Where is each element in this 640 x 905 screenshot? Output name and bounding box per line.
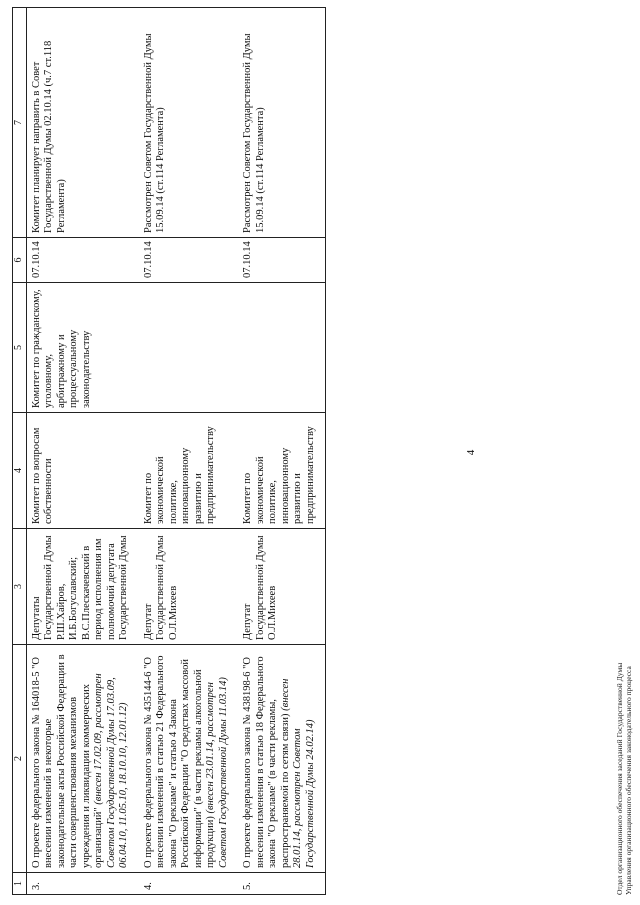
co-committee-cell: Комитет по гражданскому, уголовному, арбитражному и процессуальному законодательству [26, 283, 139, 413]
column-header: 2 [13, 645, 27, 873]
footer-line: Отдел организационного обеспечения заседаний Государственной Думы [615, 662, 624, 895]
bill-title: О проекте федерального закона № 438198-6 "О внесении изменения в статью 18 Федерального закона "О рекламе" (в части рекламы, распространяемой по сетям связи) [242, 656, 291, 868]
committee-cell: Комитет по экономической политике, инновационному развитию и предпринимательству [139, 413, 239, 529]
row-number: 3. [26, 873, 139, 895]
footer-line: Управления организационного обеспечения законодательного процесса [624, 666, 633, 895]
column-header: 4 [13, 413, 27, 529]
column-header: 7 [13, 8, 27, 238]
column-header: 3 [13, 529, 27, 645]
table-row [26, 8, 139, 895]
bill-title: О проекте федерального закона № 164018-5 "О внесении изменений в некоторые законодательные акты Российской Федерации в части совершенствования механизмов учреждения и ликвидации коммерческих организаций" [30, 654, 104, 868]
bill-cell [139, 645, 239, 873]
status-cell: Рассмотрен Советом Государственной Думы 15.09.14 (ст.114 Регламента) [238, 8, 326, 238]
page-number: 4 [465, 449, 477, 456]
bill-cell [238, 645, 326, 873]
page-footer [615, 663, 633, 895]
date-cell: 07.10.14 [139, 238, 239, 283]
table-row [238, 8, 326, 895]
table-row [139, 8, 239, 895]
bill-title: О проекте федерального закона № 435144-6 "О внесении изменений в статью 21 Федерального закона "О рекламе" и статью 4 Закона Российской Федерации "О средствах массовой информации" (в части рекламы алкогольной продукции) [142, 655, 216, 868]
co-committee-cell [139, 283, 239, 413]
committee-cell: Комитет по вопросам собственности [26, 413, 139, 529]
status-cell: Комитет планирует направить в Совет Государственной Думы 02.10.14 (ч.7 ст.118 Регламента) [26, 8, 139, 238]
column-header: 5 [13, 283, 27, 413]
agenda-table [12, 7, 326, 895]
status-cell: Рассмотрен Советом Государственной Думы 15.09.14 (ст.114 Регламента) [139, 8, 239, 238]
row-number: 5. [238, 873, 326, 895]
date-cell: 07.10.14 [26, 238, 139, 283]
date-cell: 07.10.14 [238, 238, 326, 283]
bill-cell [26, 645, 139, 873]
co-committee-cell [238, 283, 326, 413]
authors-cell: Депутаты Государственной Думы Р.Ш.Хайров, И.Б.Богуславский; В.С.Плескачевский в период исполнения им полномочий депутата Государственной Думы [26, 529, 139, 645]
authors-cell: Депутат Государственной Думы О.Л.Михеев [139, 529, 239, 645]
authors-cell: Депутат Государственной Думы О.Л.Михеев [238, 529, 326, 645]
committee-cell: Комитет по экономической политике, инновационному развитию и предпринимательству [238, 413, 326, 529]
header-row [13, 8, 27, 895]
column-header: 6 [13, 238, 27, 283]
bill-note: (внесен 28.01.14, рассмотрен Советом Государственной Думы 24.02.14) [279, 678, 316, 868]
bill-note: (внесен 17.02.09, рассмотрен Советом Государственной Думы 17.03.09, 06.04.10, 11.05.10, 18.10.10, 12.01.12) [93, 673, 129, 868]
column-header: 1 [13, 873, 27, 895]
bill-note: (внесен 23.01.14, рассмотрен Советом Государственной Думы 11.03.14) [205, 677, 229, 868]
row-number: 4. [139, 873, 239, 895]
